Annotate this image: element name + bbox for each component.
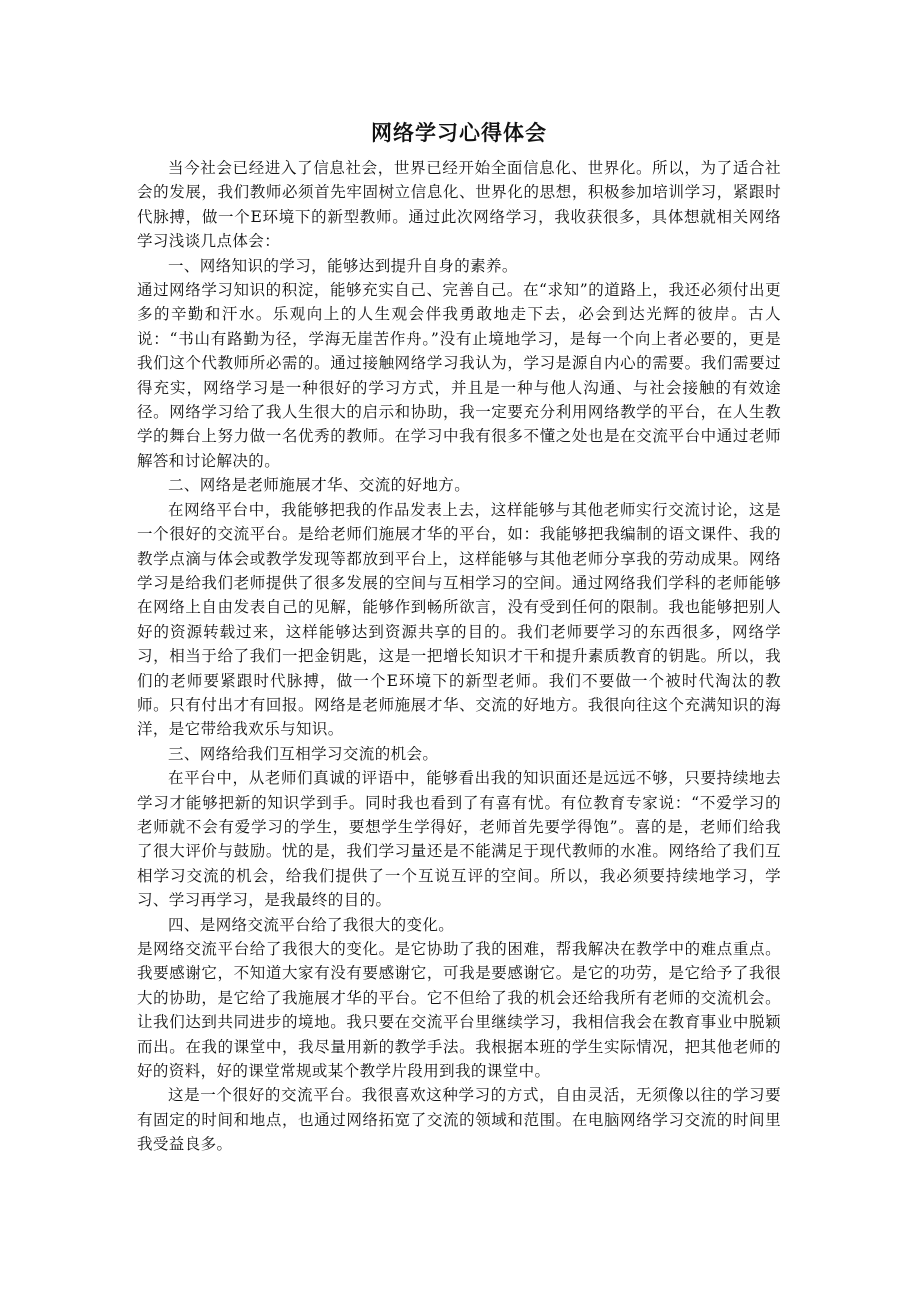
- section-2-heading: 二、网络是老师施展才华、交流的好地方。: [168, 476, 471, 495]
- section-3-paragraph: 在平台中，从老师们真诚的评语中，能够看出我的知识面还是远远不够，只要持续地去学习才能够把新的知识学到手。同时我也看到了有喜有忧。有位教育专家说：“不爱学习的老师就不会有爱学习的学生，要想学生学得好，老师首先要学得饱”。喜的是，老师们给我了很大评价与鼓励。忧的是，我们学习量还是不能满足于现代教师的水准。网络给了我们互相学习交流的机会，给我们提供了一个互说互评的空间。所以，我必须要持续地学习，学习、学习再学习，是我最终的目的。: [137, 769, 781, 910]
- document-page: [137, 118, 781, 1157]
- section-1-paragraph: 通过网络学习知识的积淀，能够充实自己、完善自己。在“求知”的道路上，我还必须付出更多的辛勤和汗水。乐观向上的人生观会伴我勇敢地走下去，必会到达光辉的彼岸。古人说：“书山有路勤为径，学海无崖苦作舟。”没有止境地学习，是每一个向上者必要的，更是我们这个代教师所必需的。通过接触网络学习我认为，学习是源自内心的需要。我们需要过得充实，网络学习是一种很好的学习方式，并且是一种与他人沟通、与社会接触的有效途径。网络学习给了我人生很大的启示和协助，我一定要充分利用网络教学的平台，在人生教学的舞台上努力做一名优秀的教师。在学习中我有很多不懂之处也是在交流平台中通过老师解答和讨论解决的。: [137, 281, 781, 470]
- section-4-heading: 四、是网络交流平台给了我很大的变化。: [168, 915, 455, 934]
- conclusion-paragraph: 这是一个很好的交流平台。我很喜欢这种学习的方式，自由灵活，无须像以往的学习要有固定的时间和地点，也通过网络拓宽了交流的领域和范围。在电脑网络学习交流的时间里我受益良多。: [137, 1086, 781, 1154]
- section-3-heading: 三、网络给我们互相学习交流的机会。: [168, 744, 439, 763]
- section-4-paragraph: 是网络交流平台给了我很大的变化。是它协助了我的困难，帮我解决在教学中的难点重点。我要感谢它，不知道大家有没有要感谢它，可我是要感谢它。是它的功劳，是它给予了我很大的协助，是它给了我施展才华的平台。它不但给了我的机会还给我所有老师的交流机会。让我们达到共同进步的境地。我只要在交流平台里继续学习，我相信我会在教育事业中脱颖而出。在我的课堂中，我尽量用新的教学手法。我根据本班的学生实际情况，把其他老师的好的资料，好的课堂常规或某个教学片段用到我的课堂中。: [137, 940, 781, 1081]
- section-1-heading: 一、网络知识的学习，能够达到提升自身的素养。: [168, 256, 518, 275]
- section-2-paragraph: 在网络平台中，我能够把我的作品发表上去，这样能够与其他老师实行交流讨论，这是一个很好的交流平台。是给老师们施展才华的平台，如：我能够把我编制的语文课件、我的教学点滴与体会或教学发现等都放到平台上，这样能够与其他老师分享我的劳动成果。网络学习是给我们老师提供了很多发展的空间与互相学习的空间。通过网络我们学科的老师能够在网络上自由发表自己的见解，能够作到畅所欲言，没有受到任何的限制。我也能够把别人好的资源转载过来，这样能够达到资源共享的目的。我们老师要学习的东西很多，网络学习，相当于给了我们一把金钥匙，这是一把增长知识才干和提升素质教育的钥匙。所以，我们的老师要紧跟时代脉搏，做一个E环境下的新型老师。我们不要做一个被时代淘汰的教师。只有付出才有回报。网络是老师施展才华、交流的好地方。我很向往这个充满知识的海洋，是它带给我欢乐与知识。: [137, 500, 781, 739]
- intro-paragraph: 当今社会已经进入了信息社会，世界已经开始全面信息化、世界化。所以，为了适合社会的发展，我们教师必须首先牢固树立信息化、世界化的思想，积极参加培训学习，紧跟时代脉搏，做一个E环境下的新型教师。通过此次网络学习，我收获很多，具体想就相关网络学习浅谈几点体会：: [137, 159, 781, 251]
- document-title: 网络学习心得体会: [371, 121, 547, 145]
